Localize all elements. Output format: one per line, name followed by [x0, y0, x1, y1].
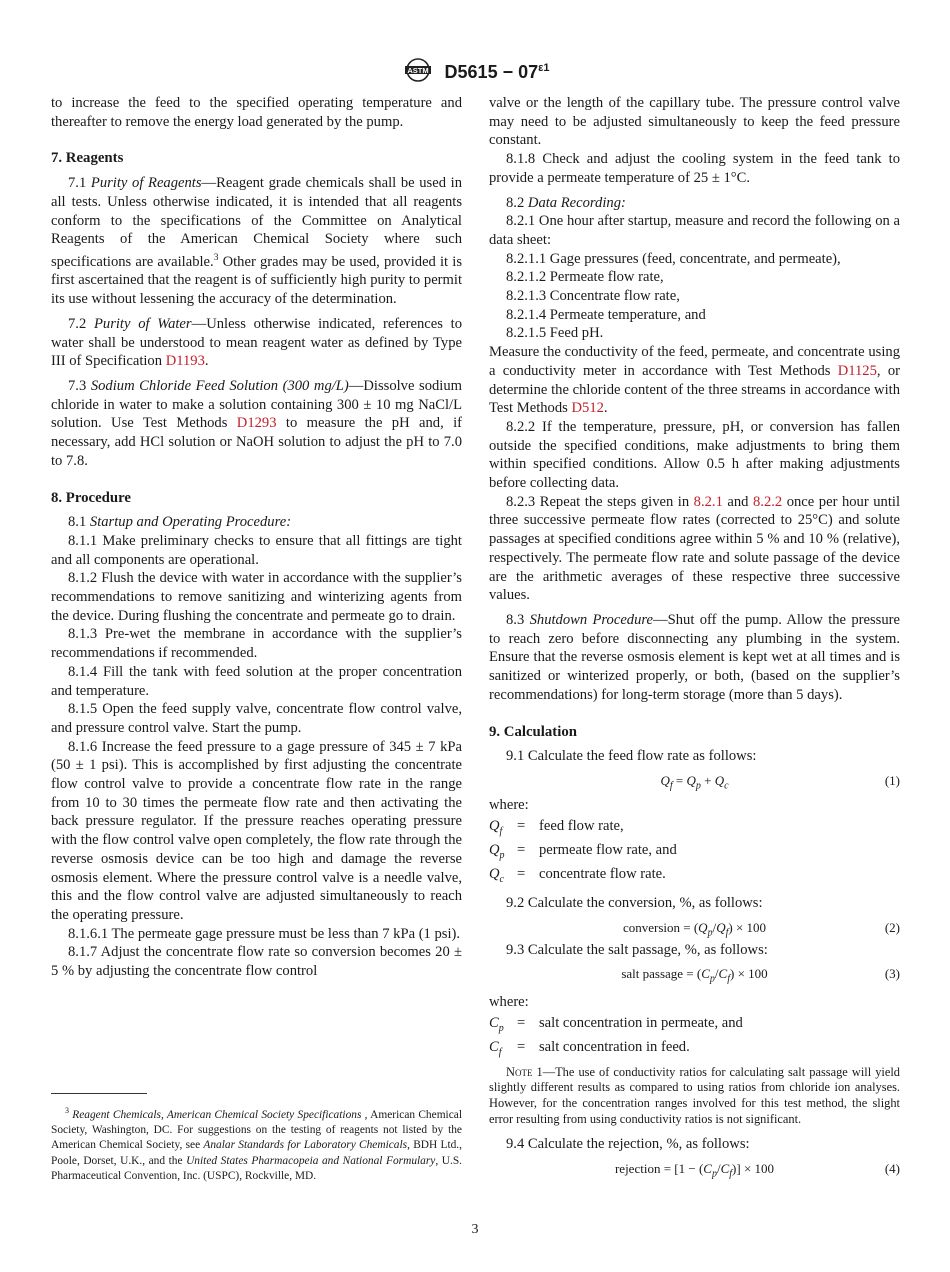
- list-item: 8.2.1.3 Concentrate flow rate,: [506, 288, 680, 305]
- equation-1: $Q_f = Q_p + Q_c$ (1): [489, 770, 900, 792]
- link-d1193[interactable]: D1193: [165, 353, 205, 370]
- para-8-1-2: 8.1.2 Flush the device with water in accordance with the supplier’s recommendations to remove sanitizing and winterizing agents from the device. During flushing the concentrate and permeate go to drain.: [51, 570, 462, 624]
- intro-paragraph: to increase the feed to the specified operating temperature and thereafter to remove the energy load generated by the pump.: [51, 95, 462, 130]
- para-8-3: 8.3 Shutdown Procedure—Shut off the pump. Allow the pressure to reach zero before disconnecting any plumbing in the system. Ensure that the reverse osmosis element is kept wet at all times and is sanitized or winterized properly, or both, (based on the supplier’s recommendations) for long-term storage (more than 5 days).: [489, 611, 900, 703]
- para-7-1: 7.1 Purity of Reagents—Reagent grade chemicals shall be used in all tests. Unless otherwise indicated, it is intended that all reagents conform to the specifications of the Committee on Analytical Reagents of the American Chemical Society where such specifications are available.$^3$ Other grades may be used, provided it is first ascertained that the reagent is of sufficiently high purity to permit its use without lessening the accuracy of the determination.: [51, 175, 463, 308]
- para-8-1-6-1: 8.1.6.1 The permeate gage pressure must be less than 7 kPa (1 psi).: [68, 925, 461, 942]
- para-7-2: 7.2 Purity of Water—Unless otherwise indicated, references to water shall be understood to mean reagent water as defined by Type III of Specification D1193.: [51, 315, 462, 370]
- para-8-1-7: 8.1.7 Adjust the concentrate flow rate so conversion becomes 20 ± 5 % by adjusting the concentrate flow control: [51, 944, 462, 980]
- equation-number: (3): [884, 966, 900, 982]
- para-9-4: 9.4 Calculate the rejection, %, as follows:: [506, 1136, 750, 1153]
- equation-number: (2): [884, 919, 900, 935]
- equation-4: rejection = $[1 - (C_p/C_f)] \times 100$ (4): [489, 1158, 900, 1180]
- para-8-2-2: 8.2.2 If the temperature, pressure, pH, or conversion has fallen outside the specified conditions, make adjustments to bring them within specified conditions. Allow 0.5 h after making adjustments before collecting data.: [489, 418, 900, 492]
- para-8-1-8: 8.1.8 Check and adjust the cooling system in the feed tank to provide a permeate temperature of 25 ± 1°C.: [489, 151, 900, 186]
- equation-2: conversion = $(Q_p/Q_f) \times 100$ (2): [489, 917, 900, 939]
- svg-text:ASTM: ASTM: [406, 66, 429, 75]
- definition-item: $Q_c$ = concentrate flow rate.: [489, 866, 666, 886]
- astm-logo-icon: [401, 58, 435, 87]
- para-8-1-4: 8.1.4 Fill the tank with feed solution at the proper concentration and temperature.: [51, 663, 462, 699]
- where-label: where:: [489, 994, 529, 1011]
- link-d1125[interactable]: D1125: [837, 362, 877, 379]
- right-column: [489, 94, 900, 1182]
- definition-item: $Q_p$ = permeate flow rate, and: [489, 842, 677, 861]
- list-item: 8.2.1.4 Permeate temperature, and: [506, 306, 706, 323]
- page-header: [0, 58, 950, 80]
- para-8-2: 8.2 Data Recording:: [506, 194, 626, 211]
- link-8-2-1[interactable]: 8.2.1: [693, 493, 723, 510]
- equation-3: salt passage = $(C_p/C_f) \times 100$ (3): [489, 963, 900, 985]
- para-7-3: 7.3 Sodium Chloride Feed Solution (300 mg/L)—Dissolve sodium chloride in water to make a solution containing 300 ± 10 mg NaCl/L solution. Use Test Methods D1293 to measure the pH and, if necessary, add HCl solution or NaOH solution to adjust the pH to 7.0 to 7.8.: [51, 378, 462, 469]
- para-8-1-6: 8.1.6 Increase the feed pressure to a gage pressure of 345 ± 7 kPa (50 ± 1 psi). This is accomplished by first adjusting the concentrate flow control valve to provide a concentrate flow rate in the range from 10 to 30 times the permeate flow rate and then activating the back pressure regulator. If the pressure reaches operating pressure with the flow control valve open completely, the flow rate through the reverse osmosis device can be too high and damage the reverse osmosis element. Where the pressure control valve is a needle valve, this and the flow control valve are adjusted simultaneously to reach the operating pressure.: [51, 738, 462, 923]
- para-9-1: 9.1 Calculate the feed flow rate as follows:: [506, 748, 757, 765]
- list-item: 8.2.1.5 Feed pH.: [506, 325, 604, 342]
- definition-item: $C_f$ = salt concentration in feed.: [489, 1039, 690, 1059]
- page-number: 3: [471, 1222, 479, 1237]
- document-id: $D5615 - 07^{\varepsilon 1}$: [444, 62, 550, 82]
- section-8-heading: 8. Procedure: [51, 489, 131, 506]
- definitions-list: [489, 1014, 900, 1063]
- measure-paragraph: Measure the conductivity of the feed, permeate, and concentrate using a conductivity meter in accordance with Test Methods D1125, or determine the chloride content of the three streams in accordance with Test Methods D512.: [489, 344, 900, 417]
- definition-item: $Q_f$ = feed flow rate,: [489, 817, 624, 837]
- para-8-1-3: 8.1.3 Pre-wet the membrane in accordance with the supplier’s recommendations if recommended.: [51, 626, 462, 662]
- para-8-2-3: 8.2.3 Repeat the steps given in 8.2.1 and 8.2.2 once per hour until three successive permeate flow rates (corrected to 25°C) and solute passages at specified conditions agree within 5 % and 10 % (relative), respectively. The permeate flow rate and solute passage of the device are the arithmetic averages of these respective three successive values.: [489, 493, 900, 604]
- footnote-divider: [51, 1093, 147, 1094]
- note-1: Note 1—The use of conductivity ratios for calculating salt passage will yield slightly different results as compared to using ratios from chloride ion analyses. However, for the concentration ranges involved for this test method, the slight error resulting from using conductivity ratios is not significant.: [489, 1064, 900, 1126]
- para-9-3: 9.3 Calculate the salt passage, %, as follows:: [506, 941, 768, 958]
- link-8-2-2[interactable]: 8.2.2: [753, 493, 783, 510]
- para-9-2: 9.2 Calculate the conversion, %, as follows:: [506, 894, 763, 911]
- equation-number: (4): [884, 1160, 900, 1176]
- list-item: 8.2.1.1 Gage pressures (feed, concentrate, and permeate),: [506, 250, 841, 267]
- definition-item: $C_p$ = salt concentration in permeate, and: [489, 1014, 743, 1034]
- footnote-ref-3[interactable]: 3: [213, 252, 219, 263]
- section-7-heading: 7. Reagents: [51, 150, 124, 167]
- para-8-1-5: 8.1.5 Open the feed supply valve, concentrate flow control valve, and pressure control valve. Start the pump.: [51, 701, 462, 736]
- para-8-1-1: 8.1.1 Make preliminary checks to ensure that all fittings are tight and all components are operational.: [51, 532, 462, 568]
- link-d1293[interactable]: D1293: [236, 415, 277, 432]
- left-column: [51, 94, 462, 981]
- where-label: where:: [489, 796, 529, 813]
- list-item: 8.2.1.2 Permeate flow rate,: [506, 269, 664, 286]
- definitions-list: [489, 817, 900, 890]
- link-d512[interactable]: D512: [571, 400, 604, 417]
- para-8-1: 8.1 Startup and Operating Procedure:: [68, 514, 292, 531]
- section-9-heading: 9. Calculation: [489, 723, 577, 740]
- footnote-3: $^3$ Reagent Chemicals, American Chemical Society Specifications , American Chemical Society, Washington, DC. For suggestions on the testing of reagents not listed by the American Chemical Society, see Analar Standards for Laboratory Chemicals, BDH Ltd., Poole, Dorset, U.K., and the United States Pharmacopeia and National Formulary, U.S. Pharmaceutical Convention, Inc. (USPC), Rockville, MD.: [51, 1106, 463, 1182]
- equation-number: (1): [884, 772, 900, 788]
- para-8-2-1: 8.2.1 One hour after startup, measure and record the following on a data sheet:: [489, 213, 900, 248]
- para-8-1-7-continued: valve or the length of the capillary tube. The pressure control valve may need to be adjusted simultaneously to keep the feed pressure constant.: [489, 95, 900, 149]
